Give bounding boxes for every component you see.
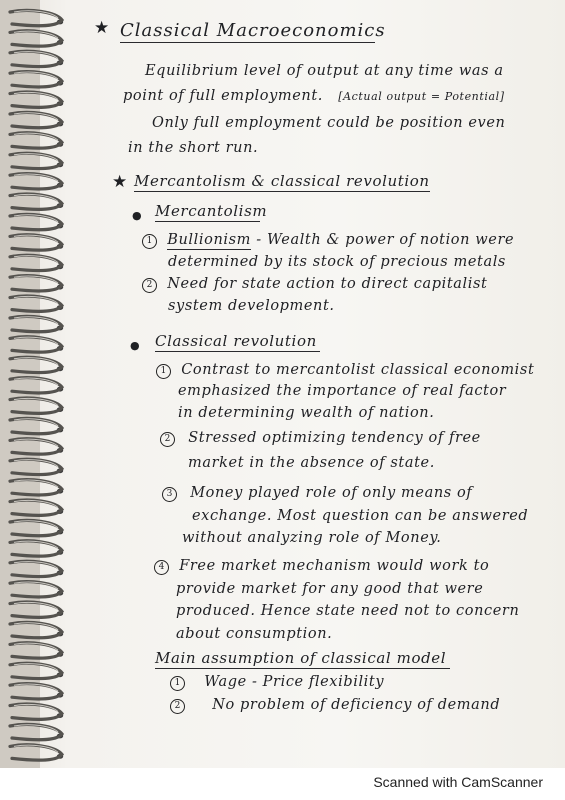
section1-heading: Mercantolism & classical revolution — [134, 172, 430, 190]
section1-star-icon: ★ — [112, 172, 128, 192]
rev-item-4-line-3: produced. Hence state need not to concern — [176, 603, 520, 619]
merc-item-2-line-1: Need for state action to direct capitalist — [167, 276, 488, 292]
assumption-item-1-text: Wage - Price flexibility — [204, 674, 385, 690]
bullet-icon: ● — [132, 209, 143, 222]
intro-line-4: in the short run. — [128, 140, 259, 156]
intro-line-2-text: point of full employment. — [123, 88, 323, 104]
intro-line-2 — [123, 88, 505, 104]
intro-line-1: Equilibrium level of output at any time was a — [145, 63, 504, 79]
rev-item-2-line-2: market in the absence of state. — [188, 455, 435, 471]
rev-item-4-line-2: provide market for any good that were — [176, 581, 484, 597]
assumption-item-1 — [170, 674, 384, 691]
number-circle-icon: 2 — [142, 278, 157, 293]
merc-item-1-rest: - Wealth & power of notion were — [251, 232, 515, 248]
rev-item-1-line-2: emphasized the importance of real factor — [178, 383, 507, 399]
spiral-binding — [0, 0, 92, 768]
rev-item-2 — [160, 430, 481, 447]
rev-item-3-line-3: without analyzing role of Money. — [182, 530, 442, 546]
number-circle-icon: 3 — [162, 487, 177, 502]
rev-item-3 — [162, 485, 472, 502]
merc-item-2-line-2: system development. — [168, 298, 335, 314]
rev-item-4 — [154, 558, 489, 575]
number-circle-icon: 1 — [156, 364, 171, 379]
assumptions-heading: Main assumption of classical model — [155, 649, 450, 669]
page-title: Classical Macroeconomics — [120, 20, 386, 41]
number-circle-icon: 2 — [160, 432, 175, 447]
rev-item-3-line-1: Money played role of only means of — [190, 485, 473, 501]
watermark-text: Scanned with CamScanner — [373, 774, 543, 790]
number-circle-icon: 2 — [170, 699, 185, 714]
scanner-watermark — [0, 768, 565, 800]
rev-item-3-line-2: exchange. Most question can be answered — [192, 508, 529, 524]
merc-item-1 — [142, 232, 514, 249]
merc-item-2 — [142, 276, 488, 293]
intro-note: [Actual output = Potential] — [338, 90, 505, 103]
rev-item-4-line-1: Free market mechanism would work to — [179, 558, 490, 574]
rev-item-1-line-1: Contrast to mercantolist classical economist — [181, 362, 535, 378]
rev-item-1 — [156, 362, 534, 379]
assumption-item-2-text: No problem of deficiency of demand — [212, 697, 501, 713]
title-star-icon: ★ — [94, 18, 110, 38]
classical-revolution-label: Classical revolution — [155, 332, 320, 352]
number-circle-icon: 1 — [170, 676, 185, 691]
assumption-item-2 — [170, 697, 500, 714]
bullet-icon: ● — [130, 339, 141, 352]
rev-item-4-line-4: about consumption. — [176, 626, 333, 642]
number-circle-icon: 1 — [142, 234, 157, 249]
rev-item-2-line-1: Stressed optimizing tendency of free — [188, 430, 481, 446]
intro-line-3: Only full employment could be position even — [152, 115, 506, 131]
number-circle-icon: 4 — [154, 560, 169, 575]
mercantolism-label: Mercantolism — [155, 202, 268, 220]
bullionism-term: Bullionism — [167, 232, 252, 248]
merc-item-1-line-2: determined by its stock of precious metals — [168, 254, 506, 270]
rev-item-1-line-3: in determining wealth of nation. — [178, 405, 435, 421]
